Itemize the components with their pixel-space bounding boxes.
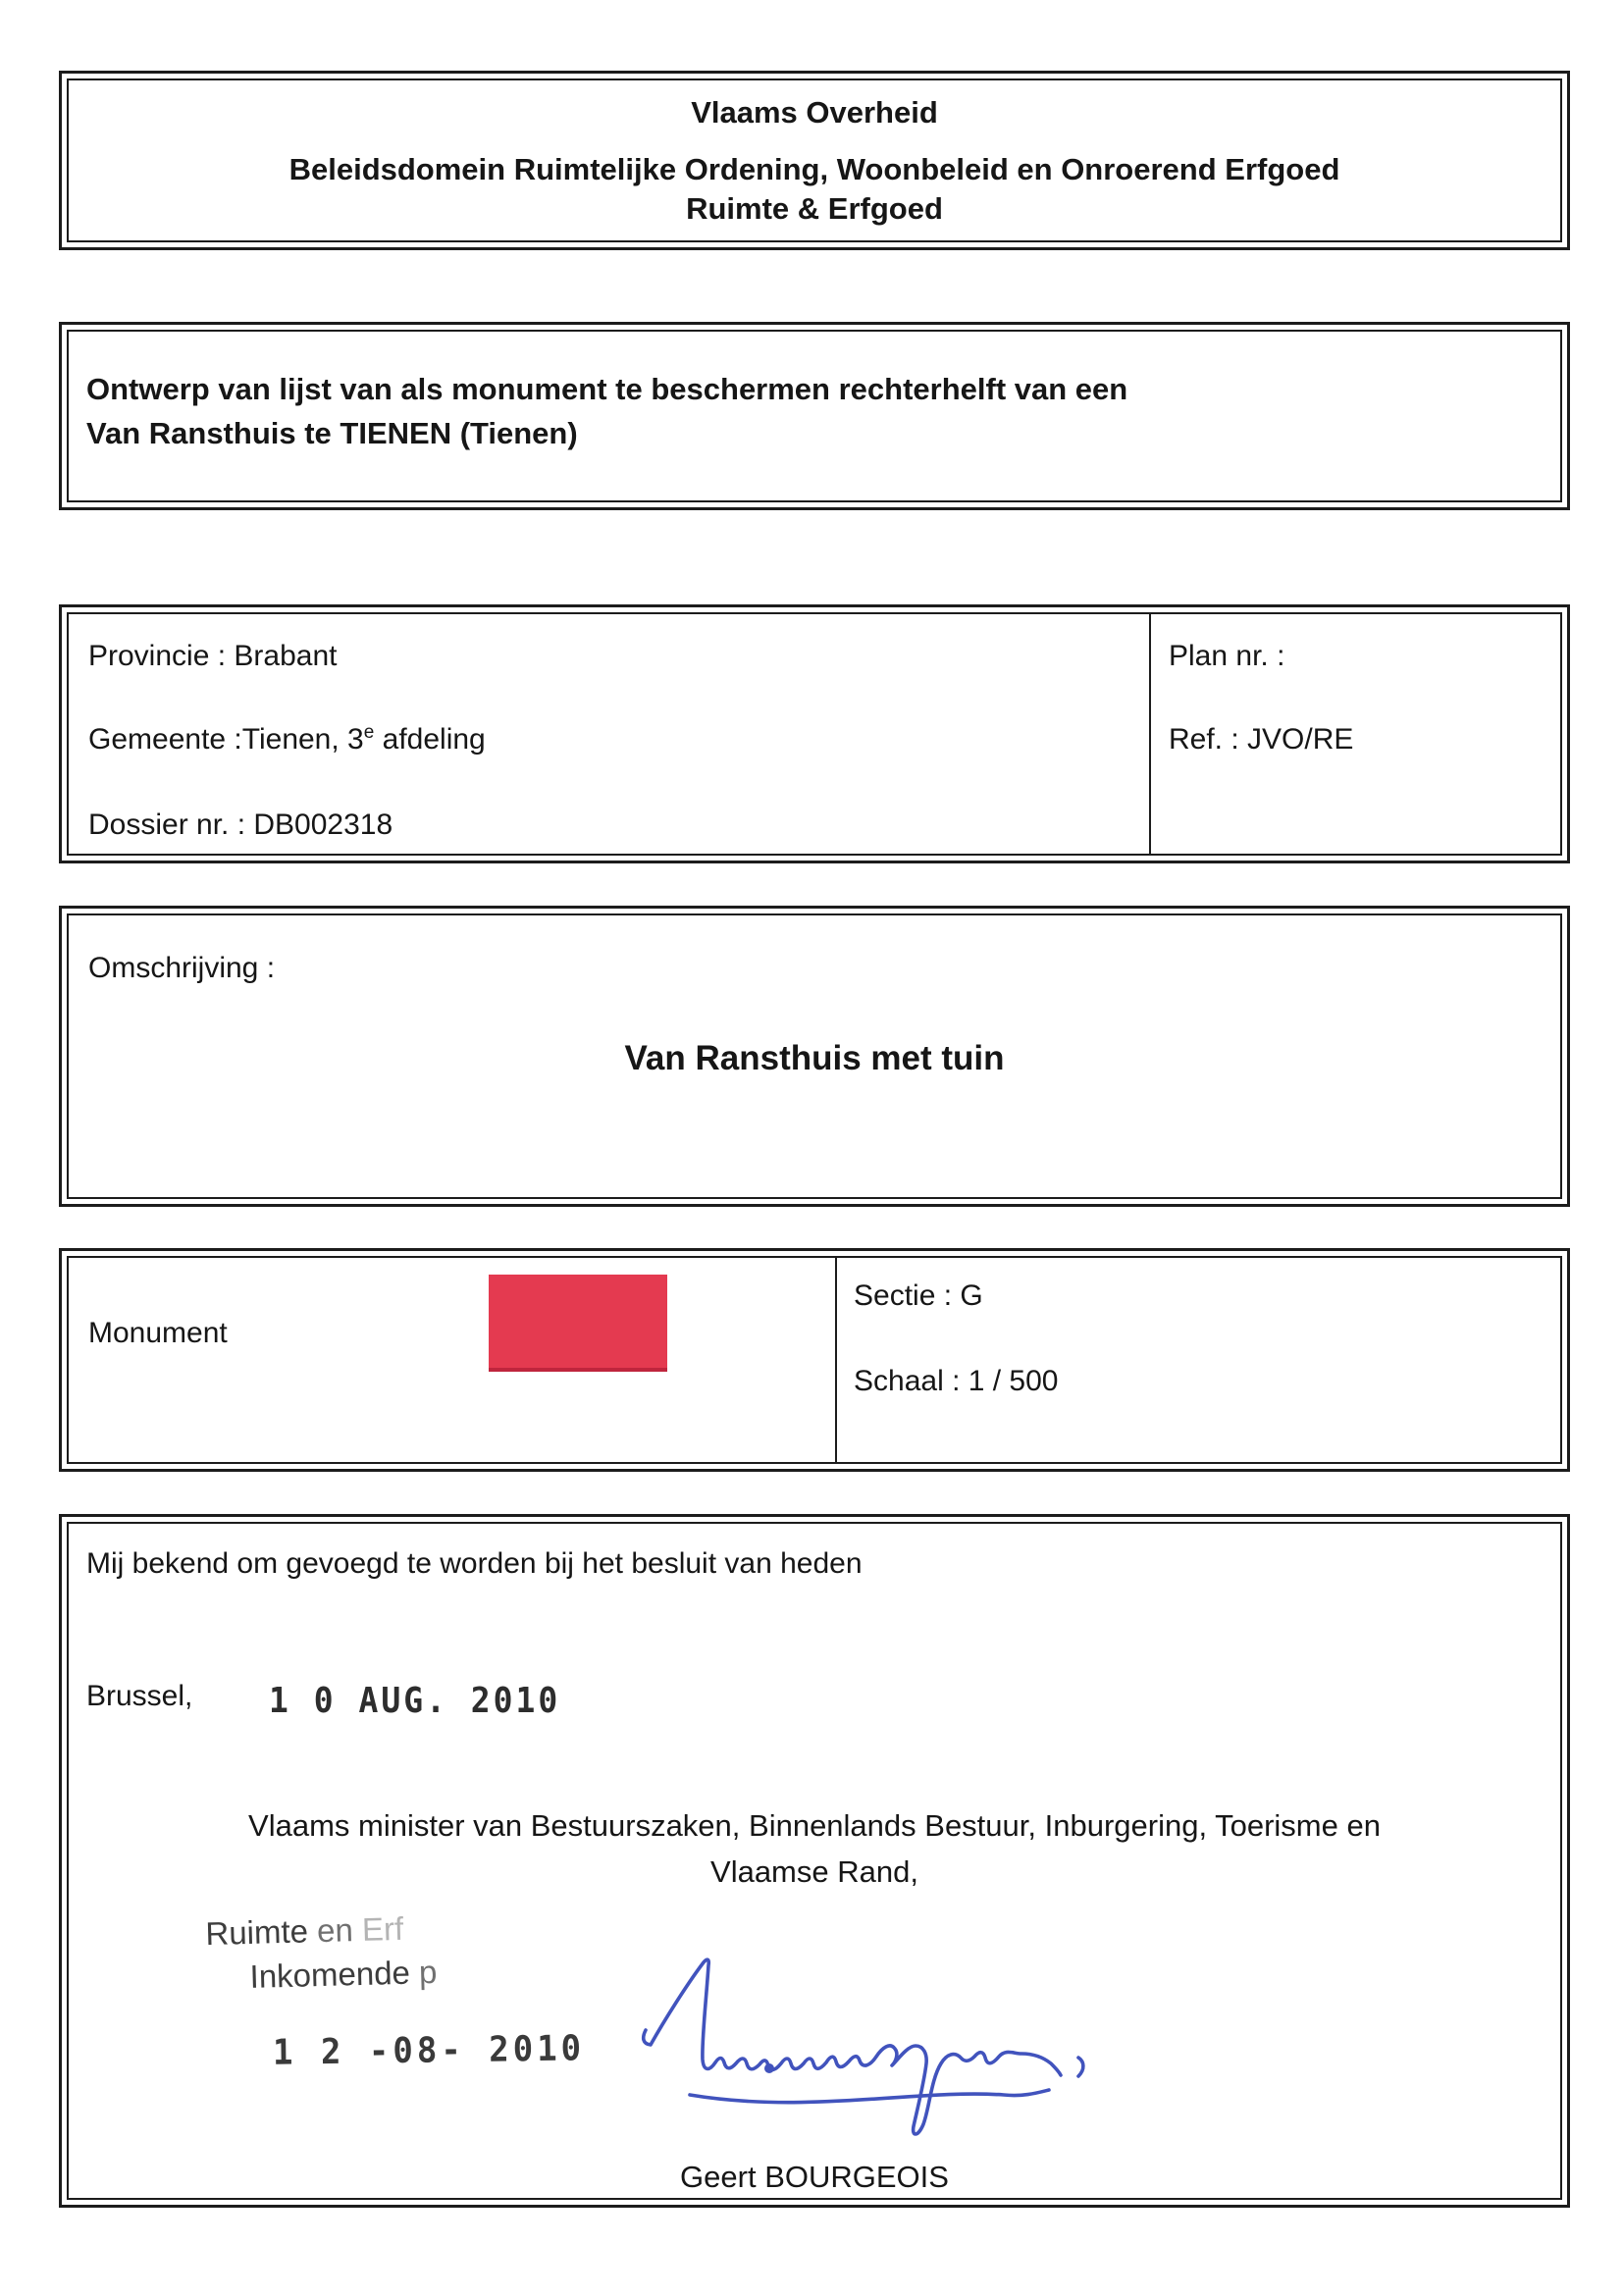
signature <box>582 1946 1131 2152</box>
header-box <box>59 71 1570 250</box>
office-stamp-line2: Inkomende p <box>249 1953 438 1995</box>
info-box-inner-border <box>67 612 1562 856</box>
signatory-name: Geert BOURGEOIS <box>680 2160 949 2194</box>
minister-title-line2: Vlaamse Rand, <box>710 1854 918 1889</box>
description-value: Van Ransthuis met tuin <box>624 1039 1005 1077</box>
description-box <box>59 906 1570 1207</box>
header-lines <box>69 80 1560 240</box>
header-box-inner-border <box>67 78 1562 242</box>
signature-ink-dot <box>764 2063 774 2073</box>
decree-box <box>59 1514 1570 2208</box>
document-title <box>86 367 1127 455</box>
description-label: Omschrijving : <box>88 952 276 984</box>
legend-box-inner-border <box>67 1256 1562 1464</box>
signature-stroke <box>644 1959 1061 2134</box>
info-box-column-divider <box>1149 614 1151 854</box>
gemeente-text: Gemeente :Tienen, 3 <box>88 723 364 756</box>
title-box-inner-border <box>67 330 1562 502</box>
org-name: Vlaams Overheid <box>691 94 938 130</box>
ref-field: Ref. : JVO/RE <box>1169 723 1354 756</box>
incoming-date-stamp: 1 2 -08- 2010 <box>272 2027 586 2074</box>
gemeente-ordinal: e <box>363 722 375 743</box>
decree-box-inner-border <box>67 1522 1562 2200</box>
provincie-field: Provincie : Brabant <box>88 640 338 672</box>
document-title-line2: Van Ransthuis te TIENEN (Tienen) <box>86 416 578 450</box>
gemeente-text-suffix: afdeling <box>374 723 486 756</box>
org-domain: Beleidsdomein Ruimtelijke Ordening, Woonbeleid en Onroerend Erfgoed <box>288 151 1340 186</box>
minister-title-line1: Vlaams minister van Bestuurszaken, Binnenlands Bestuur, Inburgering, Toerisme en <box>248 1808 1381 1843</box>
document-title-line1: Ontwerp van lijst van als monument te beschermen rechterhelft van een <box>86 372 1128 406</box>
monument-color-swatch <box>489 1275 667 1372</box>
decree-intro: Mij bekend om gevoegd te worden bij het besluit van heden <box>86 1547 863 1580</box>
decree-date-stamp: 1 0 AUG. 2010 <box>269 1679 561 1721</box>
legend-item-label: Monument <box>88 1317 228 1349</box>
dossier-field: Dossier nr. : DB002318 <box>88 809 393 841</box>
incoming-office-stamp <box>205 1905 438 2000</box>
title-box <box>59 322 1570 510</box>
signature-underline <box>690 2090 1049 2103</box>
office-stamp-line1: Ruimte en Erf <box>204 1909 404 1953</box>
schaal-field: Schaal : 1 / 500 <box>854 1365 1059 1397</box>
legend-box <box>59 1248 1570 1472</box>
decree-city: Brussel, <box>86 1680 193 1712</box>
signature-comma <box>1078 2058 1083 2076</box>
description-box-inner-border <box>67 913 1562 1199</box>
gemeente-field <box>88 722 486 757</box>
legend-box-column-divider <box>835 1258 837 1462</box>
sectie-field: Sectie : G <box>854 1279 983 1312</box>
info-box <box>59 604 1570 863</box>
plan-nr-field: Plan nr. : <box>1169 640 1285 672</box>
org-agency: Ruimte & Erfgoed <box>686 190 943 226</box>
